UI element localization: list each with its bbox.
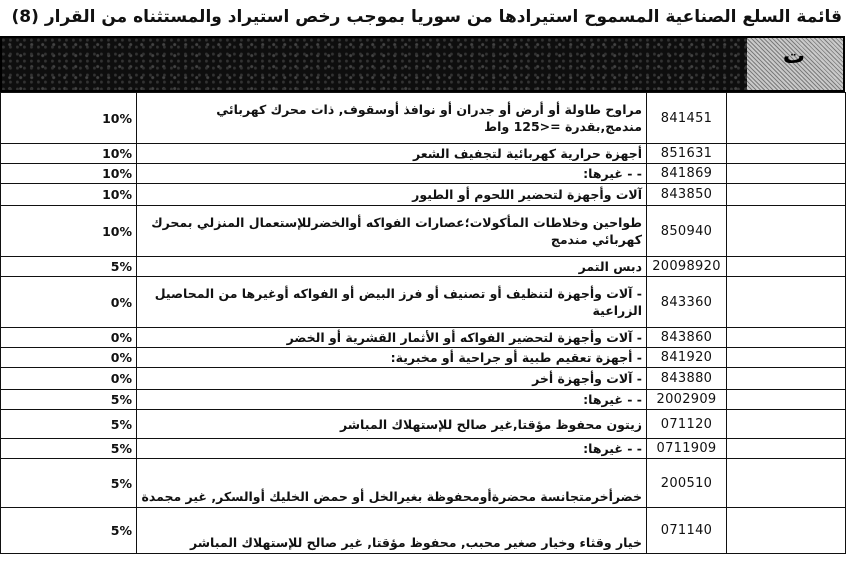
rate-cell: 10% bbox=[1, 93, 137, 144]
code-cell: 843850 bbox=[647, 184, 727, 206]
rate-cell: 5% bbox=[1, 459, 137, 508]
description-cell: - - غيرها: bbox=[137, 164, 647, 184]
description-cell: أجهزة حرارية كهربائية لتجفيف الشعر bbox=[137, 144, 647, 164]
table-row bbox=[1, 459, 846, 508]
code-cell: 841451 bbox=[647, 93, 727, 144]
rate-cell: 0% bbox=[1, 348, 137, 368]
description-cell: زيتون محفوظ مؤقتا,غير صالح للإستهلاك المباشر bbox=[137, 410, 647, 439]
blank-cell bbox=[727, 410, 846, 439]
code-cell: 20098920 bbox=[647, 257, 727, 277]
description-cell: - آلات وأجهزة لتحضير الفواكه أو الأثمار القشرية أو الخضر bbox=[137, 328, 647, 348]
blank-cell bbox=[727, 257, 846, 277]
blank-cell bbox=[727, 508, 846, 554]
description-cell: - - غيرها: bbox=[137, 439, 647, 459]
description-cell: خيار وقثاء وخيار صغير محبب, محفوظ مؤقتا, غير صالح للإستهلاك المباشر bbox=[137, 508, 647, 554]
blank-cell bbox=[727, 93, 846, 144]
blank-cell bbox=[727, 348, 846, 368]
blank-cell bbox=[727, 459, 846, 508]
rate-cell: 10% bbox=[1, 144, 137, 164]
table-row bbox=[1, 257, 846, 277]
description-cell: - - غيرها: bbox=[137, 390, 647, 410]
description-cell: - آلات وأجهزة أخر bbox=[137, 368, 647, 390]
table-row bbox=[1, 439, 846, 459]
code-cell: 0711909 bbox=[647, 439, 727, 459]
table-row bbox=[1, 277, 846, 328]
blank-cell bbox=[727, 439, 846, 459]
table-row bbox=[1, 368, 846, 390]
rate-cell: 10% bbox=[1, 184, 137, 206]
description-cell: - أجهزة تعقيم طبية أو جراحية أو مخبرية: bbox=[137, 348, 647, 368]
code-cell: 843860 bbox=[647, 328, 727, 348]
document-title: قائمة السلع الصناعية المسموح استيرادها من سوريا بموجب رخص استيراد والمستثناه من القرار (8) bbox=[11, 7, 842, 27]
header-band bbox=[0, 36, 845, 92]
code-cell: 843880 bbox=[647, 368, 727, 390]
blank-cell bbox=[727, 328, 846, 348]
blank-cell bbox=[727, 144, 846, 164]
code-cell: 850940 bbox=[647, 206, 727, 257]
table-row bbox=[1, 410, 846, 439]
rate-cell: 5% bbox=[1, 257, 137, 277]
rate-cell: 0% bbox=[1, 277, 137, 328]
table-row bbox=[1, 184, 846, 206]
blank-cell bbox=[727, 206, 846, 257]
blank-cell bbox=[727, 184, 846, 206]
blank-cell bbox=[727, 277, 846, 328]
code-cell: 841869 bbox=[647, 164, 727, 184]
goods-table bbox=[0, 92, 846, 554]
description-cell: آلات وأجهزة لتحضير اللحوم أو الطيور bbox=[137, 184, 647, 206]
table-row bbox=[1, 93, 846, 144]
rate-cell: 0% bbox=[1, 328, 137, 348]
blank-cell bbox=[727, 164, 846, 184]
rate-cell: 0% bbox=[1, 368, 137, 390]
table-row bbox=[1, 164, 846, 184]
table-row bbox=[1, 390, 846, 410]
blank-cell bbox=[727, 390, 846, 410]
rate-cell: 5% bbox=[1, 508, 137, 554]
code-cell: 843360 bbox=[647, 277, 727, 328]
rate-cell: 5% bbox=[1, 410, 137, 439]
table-row bbox=[1, 206, 846, 257]
code-cell: 841920 bbox=[647, 348, 727, 368]
table-row bbox=[1, 508, 846, 554]
description-cell: دبس التمر bbox=[137, 257, 647, 277]
code-cell: 200510 bbox=[647, 459, 727, 508]
description-cell: - آلات وأجهزة لتنظيف أو تصنيف أو فرز البيض أو الفواكه أوغيرها من المحاصيل الزراعية bbox=[137, 277, 647, 328]
rate-cell: 5% bbox=[1, 439, 137, 459]
code-cell: 2002909 bbox=[647, 390, 727, 410]
header-mark: ت bbox=[782, 44, 805, 69]
blank-cell bbox=[727, 368, 846, 390]
description-cell: خضرأخرمتجانسة محضرةأومحفوظة بغيرالخل أو حمض الخليك أوالسكر, غير مجمدة bbox=[137, 459, 647, 508]
code-cell: 071140 bbox=[647, 508, 727, 554]
description-cell: طواحين وخلاطات المأكولات؛عصارات الفواكه أوالخضرللإستعمال المنزلي بمحرك كهربائي مندمج bbox=[137, 206, 647, 257]
table-row bbox=[1, 144, 846, 164]
rate-cell: 5% bbox=[1, 390, 137, 410]
rate-cell: 10% bbox=[1, 164, 137, 184]
code-cell: 851631 bbox=[647, 144, 727, 164]
code-cell: 071120 bbox=[647, 410, 727, 439]
description-cell: مراوح طاولة أو أرض أو جدران أو نوافذ أوسقوف, ذات محرك كهربائي مندمج,بقدرة =<125 واط bbox=[137, 93, 647, 144]
rate-cell: 10% bbox=[1, 206, 137, 257]
table-row bbox=[1, 348, 846, 368]
table-row bbox=[1, 328, 846, 348]
